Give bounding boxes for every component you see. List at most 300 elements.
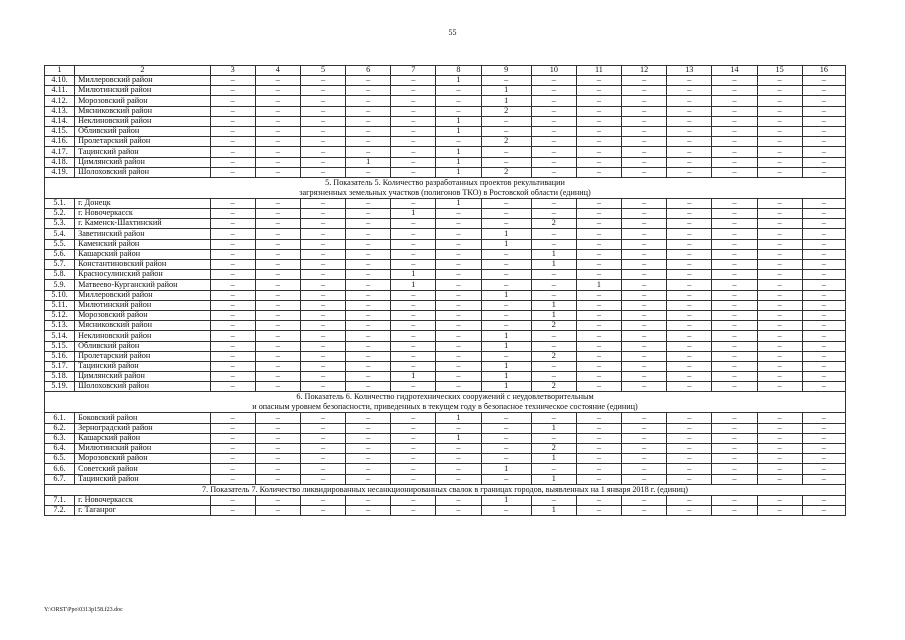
district-name: Миллеровский район [75, 76, 211, 86]
value-cell: – [622, 239, 667, 249]
value-cell: – [481, 413, 531, 423]
table-row [45, 361, 846, 371]
value-cell: – [300, 137, 345, 147]
value-cell: – [802, 321, 845, 331]
value-cell: – [576, 444, 621, 454]
value-cell: – [712, 464, 757, 474]
value-cell: – [531, 290, 576, 300]
value-cell: – [481, 219, 531, 229]
value-cell: – [210, 270, 255, 280]
value-cell: – [300, 126, 345, 136]
value-cell: – [802, 86, 845, 96]
value-cell: – [391, 351, 436, 361]
value-cell: – [757, 495, 802, 505]
value-cell: – [391, 116, 436, 126]
value-cell: – [391, 433, 436, 443]
value-cell: 1 [436, 167, 481, 177]
value-cell: – [576, 290, 621, 300]
value-cell: – [210, 260, 255, 270]
value-cell: – [622, 198, 667, 208]
value-cell: – [300, 260, 345, 270]
value-cell: – [576, 157, 621, 167]
table-row [45, 331, 846, 341]
table-row [45, 126, 846, 136]
table-row [45, 219, 846, 229]
table-row [45, 321, 846, 331]
value-cell: – [391, 310, 436, 320]
value-cell: – [757, 300, 802, 310]
table-row [45, 310, 846, 320]
table-row [45, 351, 846, 361]
value-cell: – [531, 495, 576, 505]
district-name: Шолоховский район [75, 382, 211, 392]
value-cell: – [802, 270, 845, 280]
district-name: г. Каменск-Шахтинский [75, 219, 211, 229]
value-cell: – [391, 321, 436, 331]
value-cell: – [667, 270, 712, 280]
value-cell: – [757, 106, 802, 116]
value-cell: 2 [481, 106, 531, 116]
district-name: Пролетарский район [75, 351, 211, 361]
value-cell: – [436, 474, 481, 484]
column-number-cell: 3 [210, 66, 255, 76]
row-number: 5.5. [45, 239, 75, 249]
value-cell: – [667, 495, 712, 505]
value-cell: – [576, 372, 621, 382]
value-cell: – [757, 331, 802, 341]
value-cell: – [346, 382, 391, 392]
value-cell: – [622, 147, 667, 157]
value-cell: – [346, 76, 391, 86]
column-number-cell: 10 [531, 66, 576, 76]
value-cell: – [391, 126, 436, 136]
row-number: 5.13. [45, 321, 75, 331]
section-header-row [45, 177, 846, 198]
value-cell: – [255, 341, 300, 351]
value-cell: – [757, 382, 802, 392]
value-cell: – [622, 423, 667, 433]
value-cell: – [436, 444, 481, 454]
table-row [45, 300, 846, 310]
value-cell: – [210, 310, 255, 320]
value-cell: – [391, 495, 436, 505]
value-cell: 1 [436, 157, 481, 167]
value-cell: – [667, 382, 712, 392]
table-row [45, 474, 846, 484]
value-cell: – [712, 321, 757, 331]
value-cell: – [576, 423, 621, 433]
column-number-cell: 16 [802, 66, 845, 76]
value-cell: – [210, 361, 255, 371]
value-cell: – [300, 198, 345, 208]
value-cell: – [436, 331, 481, 341]
value-cell: 1 [481, 239, 531, 249]
value-cell: – [346, 290, 391, 300]
value-cell: – [346, 321, 391, 331]
value-cell: – [346, 361, 391, 371]
table-row [45, 454, 846, 464]
value-cell: – [622, 229, 667, 239]
value-cell: – [346, 433, 391, 443]
value-cell: – [436, 351, 481, 361]
value-cell: – [622, 86, 667, 96]
value-cell: – [436, 106, 481, 116]
column-number-cell: 9 [481, 66, 531, 76]
value-cell: – [802, 341, 845, 351]
value-cell: – [667, 372, 712, 382]
value-cell: – [667, 137, 712, 147]
value-cell: – [346, 423, 391, 433]
value-cell: – [576, 310, 621, 320]
value-cell: – [531, 331, 576, 341]
value-cell: 1 [436, 147, 481, 157]
value-cell: – [802, 167, 845, 177]
value-cell: 1 [531, 249, 576, 259]
district-name: г. Новочеркасск [75, 495, 211, 505]
table-row [45, 280, 846, 290]
value-cell: – [576, 464, 621, 474]
district-name: Пролетарский район [75, 137, 211, 147]
district-name: Зерноградский район [75, 423, 211, 433]
table-row [45, 239, 846, 249]
value-cell: – [622, 167, 667, 177]
value-cell: – [667, 280, 712, 290]
value-cell: – [712, 126, 757, 136]
value-cell: – [576, 96, 621, 106]
value-cell: – [436, 209, 481, 219]
value-cell: – [436, 290, 481, 300]
value-cell: – [436, 454, 481, 464]
value-cell: – [757, 454, 802, 464]
value-cell: – [210, 106, 255, 116]
value-cell: – [757, 239, 802, 249]
column-number-cell: 4 [255, 66, 300, 76]
value-cell: 1 [391, 209, 436, 219]
value-cell: – [481, 474, 531, 484]
value-cell: – [210, 249, 255, 259]
value-cell: – [802, 249, 845, 259]
district-name: Кашарский район [75, 249, 211, 259]
value-cell: – [300, 341, 345, 351]
value-cell: 1 [481, 361, 531, 371]
row-number: 6.2. [45, 423, 75, 433]
value-cell: – [667, 351, 712, 361]
value-cell: – [210, 495, 255, 505]
value-cell: – [576, 147, 621, 157]
value-cell: – [757, 147, 802, 157]
value-cell: – [391, 76, 436, 86]
value-cell: 1 [531, 505, 576, 515]
row-number: 4.10. [45, 76, 75, 86]
value-cell: – [210, 454, 255, 464]
value-cell: – [436, 137, 481, 147]
value-cell: – [576, 382, 621, 392]
value-cell: – [436, 341, 481, 351]
value-cell: – [622, 351, 667, 361]
value-cell: – [481, 260, 531, 270]
value-cell: – [436, 495, 481, 505]
value-cell: – [802, 495, 845, 505]
value-cell: – [210, 433, 255, 443]
value-cell: – [757, 321, 802, 331]
value-cell: – [802, 290, 845, 300]
value-cell: – [436, 372, 481, 382]
row-number: 4.13. [45, 106, 75, 116]
row-number: 4.12. [45, 96, 75, 106]
value-cell: – [802, 454, 845, 464]
value-cell: – [346, 147, 391, 157]
value-cell: – [300, 219, 345, 229]
value-cell: – [531, 198, 576, 208]
value-cell: – [531, 280, 576, 290]
value-cell: – [667, 300, 712, 310]
section-title: 6. Показатель 6. Количество гидротехнических сооружений с неудовлетворительным и опасным уровнем безопасности, приведенных в текущем году в безопасное техническое состояние (единиц) [45, 392, 846, 413]
value-cell: – [667, 413, 712, 423]
value-cell: – [210, 413, 255, 423]
value-cell: 1 [436, 116, 481, 126]
value-cell: – [346, 310, 391, 320]
value-cell: – [300, 413, 345, 423]
table-row [45, 505, 846, 515]
row-number: 5.8. [45, 270, 75, 280]
value-cell: – [391, 157, 436, 167]
table-row [45, 270, 846, 280]
value-cell: – [300, 147, 345, 157]
value-cell: 2 [481, 167, 531, 177]
value-cell: 2 [531, 321, 576, 331]
value-cell: 1 [436, 76, 481, 86]
section-title: 7. Показатель 7. Количество ликвидированных несанкционированных свалок в границах городов, выявленных на 1 января 2018 г. (единиц) [45, 484, 846, 495]
value-cell: – [391, 423, 436, 433]
value-cell: – [300, 106, 345, 116]
value-cell: – [391, 474, 436, 484]
value-cell: – [757, 361, 802, 371]
value-cell: – [255, 260, 300, 270]
value-cell: – [802, 126, 845, 136]
row-number: 5.17. [45, 361, 75, 371]
value-cell: – [346, 198, 391, 208]
row-number: 6.6. [45, 464, 75, 474]
value-cell: – [712, 219, 757, 229]
value-cell: – [255, 505, 300, 515]
value-cell: – [712, 423, 757, 433]
value-cell: – [391, 229, 436, 239]
row-number: 4.11. [45, 86, 75, 96]
table-row [45, 464, 846, 474]
value-cell: – [802, 382, 845, 392]
value-cell: – [757, 249, 802, 259]
value-cell: – [346, 219, 391, 229]
value-cell: 2 [481, 137, 531, 147]
value-cell: – [300, 505, 345, 515]
value-cell: – [391, 331, 436, 341]
value-cell: – [255, 76, 300, 86]
value-cell: – [531, 361, 576, 371]
value-cell: – [346, 260, 391, 270]
value-cell: – [255, 331, 300, 341]
value-cell: – [757, 413, 802, 423]
row-number: 5.1. [45, 198, 75, 208]
row-number: 5.4. [45, 229, 75, 239]
value-cell: – [210, 229, 255, 239]
row-number: 4.19. [45, 167, 75, 177]
value-cell: – [802, 331, 845, 341]
table-row [45, 76, 846, 86]
value-cell: – [757, 219, 802, 229]
district-name: Кашарский район [75, 433, 211, 443]
value-cell: – [576, 116, 621, 126]
value-cell: – [667, 474, 712, 484]
value-cell: – [346, 116, 391, 126]
value-cell: – [255, 290, 300, 300]
value-cell: – [622, 382, 667, 392]
value-cell: – [210, 444, 255, 454]
district-name: Обливский район [75, 341, 211, 351]
value-cell: – [391, 249, 436, 259]
value-cell: – [576, 76, 621, 86]
value-cell: – [712, 280, 757, 290]
value-cell: 1 [481, 382, 531, 392]
value-cell: – [622, 116, 667, 126]
value-cell: – [802, 147, 845, 157]
table-row [45, 106, 846, 116]
value-cell: – [622, 290, 667, 300]
value-cell: – [622, 76, 667, 86]
value-cell: – [346, 167, 391, 177]
indicator-table [44, 65, 846, 516]
value-cell: – [346, 249, 391, 259]
district-name: Матвеево-Курганский район [75, 280, 211, 290]
value-cell: – [481, 157, 531, 167]
row-number: 5.19. [45, 382, 75, 392]
value-cell: – [210, 280, 255, 290]
row-number: 5.12. [45, 310, 75, 320]
value-cell: – [436, 464, 481, 474]
value-cell: – [346, 106, 391, 116]
value-cell: – [802, 157, 845, 167]
value-cell: – [667, 167, 712, 177]
section-header-row [45, 484, 846, 495]
value-cell: – [255, 361, 300, 371]
value-cell: – [667, 249, 712, 259]
value-cell: – [531, 413, 576, 423]
value-cell: – [300, 474, 345, 484]
table-row [45, 167, 846, 177]
value-cell: – [576, 351, 621, 361]
value-cell: – [757, 167, 802, 177]
value-cell: – [802, 433, 845, 443]
district-name: г. Таганрог [75, 505, 211, 515]
value-cell: – [531, 341, 576, 351]
value-cell: – [481, 116, 531, 126]
value-cell: – [300, 464, 345, 474]
value-cell: – [255, 464, 300, 474]
value-cell: – [210, 331, 255, 341]
value-cell: – [667, 239, 712, 249]
row-number: 5.16. [45, 351, 75, 361]
value-cell: – [481, 423, 531, 433]
section-title: 5. Показатель 5. Количество разработанных проектов рекультивации загрязненных земельных участков (полигонов ТКО) в Ростовской области (единиц) [45, 177, 846, 198]
value-cell: – [712, 86, 757, 96]
value-cell: – [481, 444, 531, 454]
value-cell: – [300, 229, 345, 239]
value-cell: – [802, 413, 845, 423]
value-cell: – [481, 249, 531, 259]
value-cell: – [210, 464, 255, 474]
value-cell: – [391, 361, 436, 371]
value-cell: – [576, 361, 621, 371]
table-row [45, 157, 846, 167]
table-row [45, 137, 846, 147]
value-cell: – [802, 260, 845, 270]
row-number: 6.7. [45, 474, 75, 484]
value-cell: – [255, 413, 300, 423]
table-row [45, 86, 846, 96]
value-cell: – [436, 86, 481, 96]
value-cell: – [346, 474, 391, 484]
value-cell: – [210, 167, 255, 177]
value-cell: – [210, 96, 255, 106]
value-cell: – [255, 167, 300, 177]
district-name: Милютинский район [75, 86, 211, 96]
row-number: 4.16. [45, 137, 75, 147]
value-cell: – [712, 495, 757, 505]
value-cell: – [300, 331, 345, 341]
value-cell: – [802, 351, 845, 361]
value-cell: – [712, 454, 757, 464]
value-cell: – [255, 270, 300, 280]
value-cell: – [300, 310, 345, 320]
value-cell: – [210, 86, 255, 96]
column-number-cell: 1 [45, 66, 75, 76]
value-cell: – [300, 351, 345, 361]
value-cell: – [481, 505, 531, 515]
table-row [45, 116, 846, 126]
value-cell: – [210, 300, 255, 310]
table-row [45, 290, 846, 300]
column-number-cell: 13 [667, 66, 712, 76]
value-cell: – [576, 270, 621, 280]
value-cell: – [712, 239, 757, 249]
value-cell: – [576, 219, 621, 229]
value-cell: – [300, 290, 345, 300]
value-cell: – [255, 382, 300, 392]
value-cell: – [210, 321, 255, 331]
value-cell: – [576, 433, 621, 443]
value-cell: – [667, 310, 712, 320]
district-name: Миллеровский район [75, 290, 211, 300]
value-cell: – [622, 341, 667, 351]
row-number: 5.14. [45, 331, 75, 341]
value-cell: – [255, 495, 300, 505]
value-cell: – [255, 454, 300, 464]
district-name: Обливский район [75, 126, 211, 136]
value-cell: – [255, 137, 300, 147]
value-cell: – [802, 280, 845, 290]
district-name: Неклиновский район [75, 116, 211, 126]
value-cell: – [210, 137, 255, 147]
value-cell: – [667, 209, 712, 219]
value-cell: – [757, 229, 802, 239]
district-name: Цимлянский район [75, 372, 211, 382]
value-cell: – [667, 116, 712, 126]
value-cell: – [481, 147, 531, 157]
value-cell: – [667, 290, 712, 300]
value-cell: 1 [531, 260, 576, 270]
value-cell: – [210, 147, 255, 157]
value-cell: – [300, 86, 345, 96]
row-number: 6.1. [45, 413, 75, 423]
